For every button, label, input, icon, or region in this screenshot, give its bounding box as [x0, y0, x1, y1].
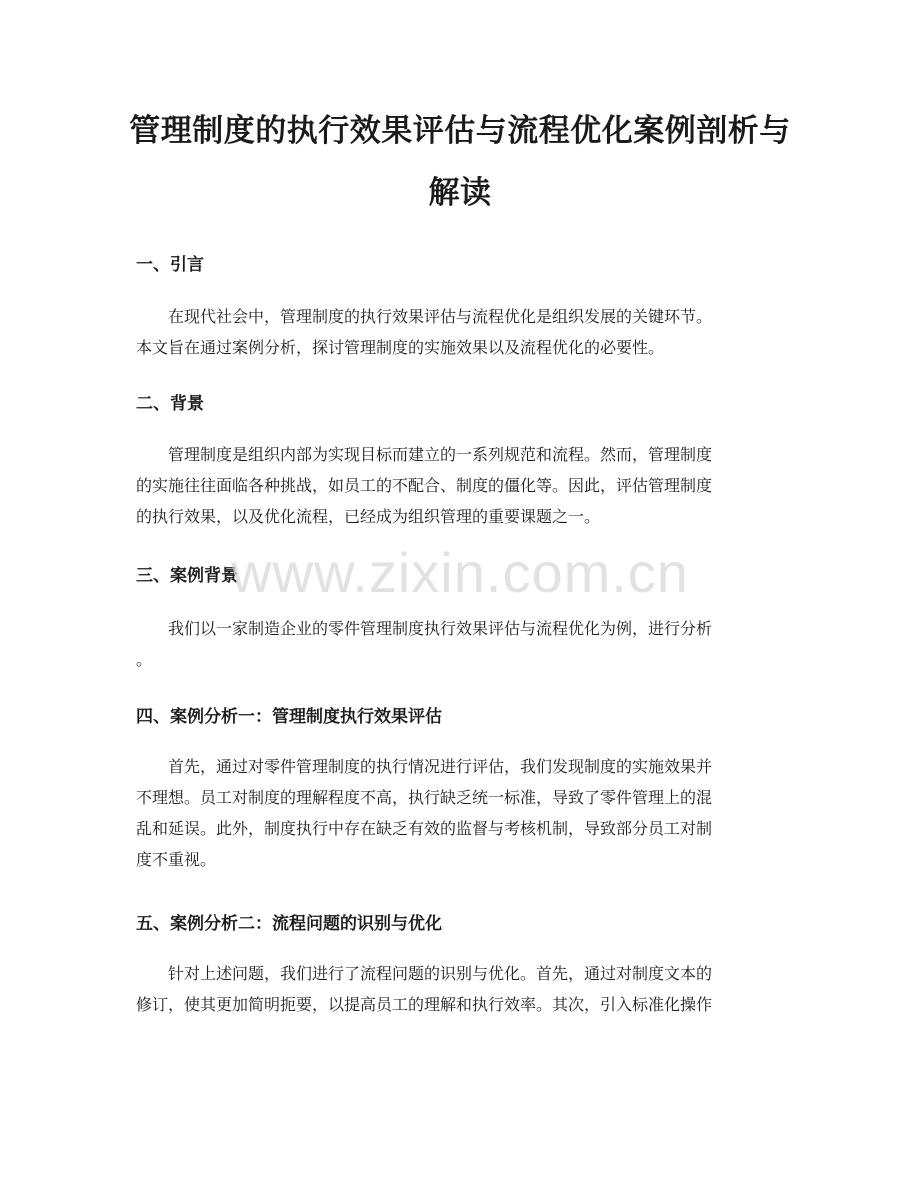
document-title: 管理制度的执行效果评估与流程优化案例剖析与解读 — [129, 113, 791, 211]
section-paragraph-background: 管理制度是组织内部为实现目标而建立的一系列规范和流程。然而，管理制度 的实施往往面临各种挑战，如员工的不配合、制度的僵化等。因此，评估管理制度 的执行效果，以及优化流程，已经成为组织管理的重要课题之一。 — [136, 445, 713, 526]
section-heading-introduction: 一、引言 — [136, 255, 204, 275]
section-paragraph-case-analysis-one: 首先，通过对零件管理制度的执行情况进行评估，我们发现制度的实施效果并 不理想。员工对制度的理解程度不高，执行缺乏统一标准，导致了零件管理上的混 乱和延误。此外，制度执行中存在缺乏有效的监督与考核机制，导致部分员工对制 度不重视。 — [136, 757, 713, 869]
section-heading-case-analysis-one: 四、案例分析一：管理制度执行效果评估 — [136, 707, 442, 727]
section-heading-case-background: 三、案例背景 — [136, 566, 238, 586]
section-paragraph-case-background: 我们以一家制造企业的零件管理制度执行效果评估与流程优化为例，进行分析 。 — [136, 619, 713, 669]
section-heading-case-analysis-two: 五、案例分析二：流程问题的识别与优化 — [136, 914, 442, 934]
watermark: www.zixin.com.cn — [231, 541, 689, 604]
section-paragraph-introduction: 在现代社会中，管理制度的执行效果评估与流程优化是组织发展的关键环节。 本文旨在通过案例分析，探讨管理制度的实施效果以及流程优化的必要性。 — [136, 307, 713, 357]
section-paragraph-case-analysis-two: 针对上述问题，我们进行了流程问题的识别与优化。首先，通过对制度文本的 修订，使其更加简明扼要，以提高员工的理解和执行效率。其次，引入标准化操作 — [136, 964, 713, 1014]
section-heading-background: 二、背景 — [136, 394, 204, 414]
